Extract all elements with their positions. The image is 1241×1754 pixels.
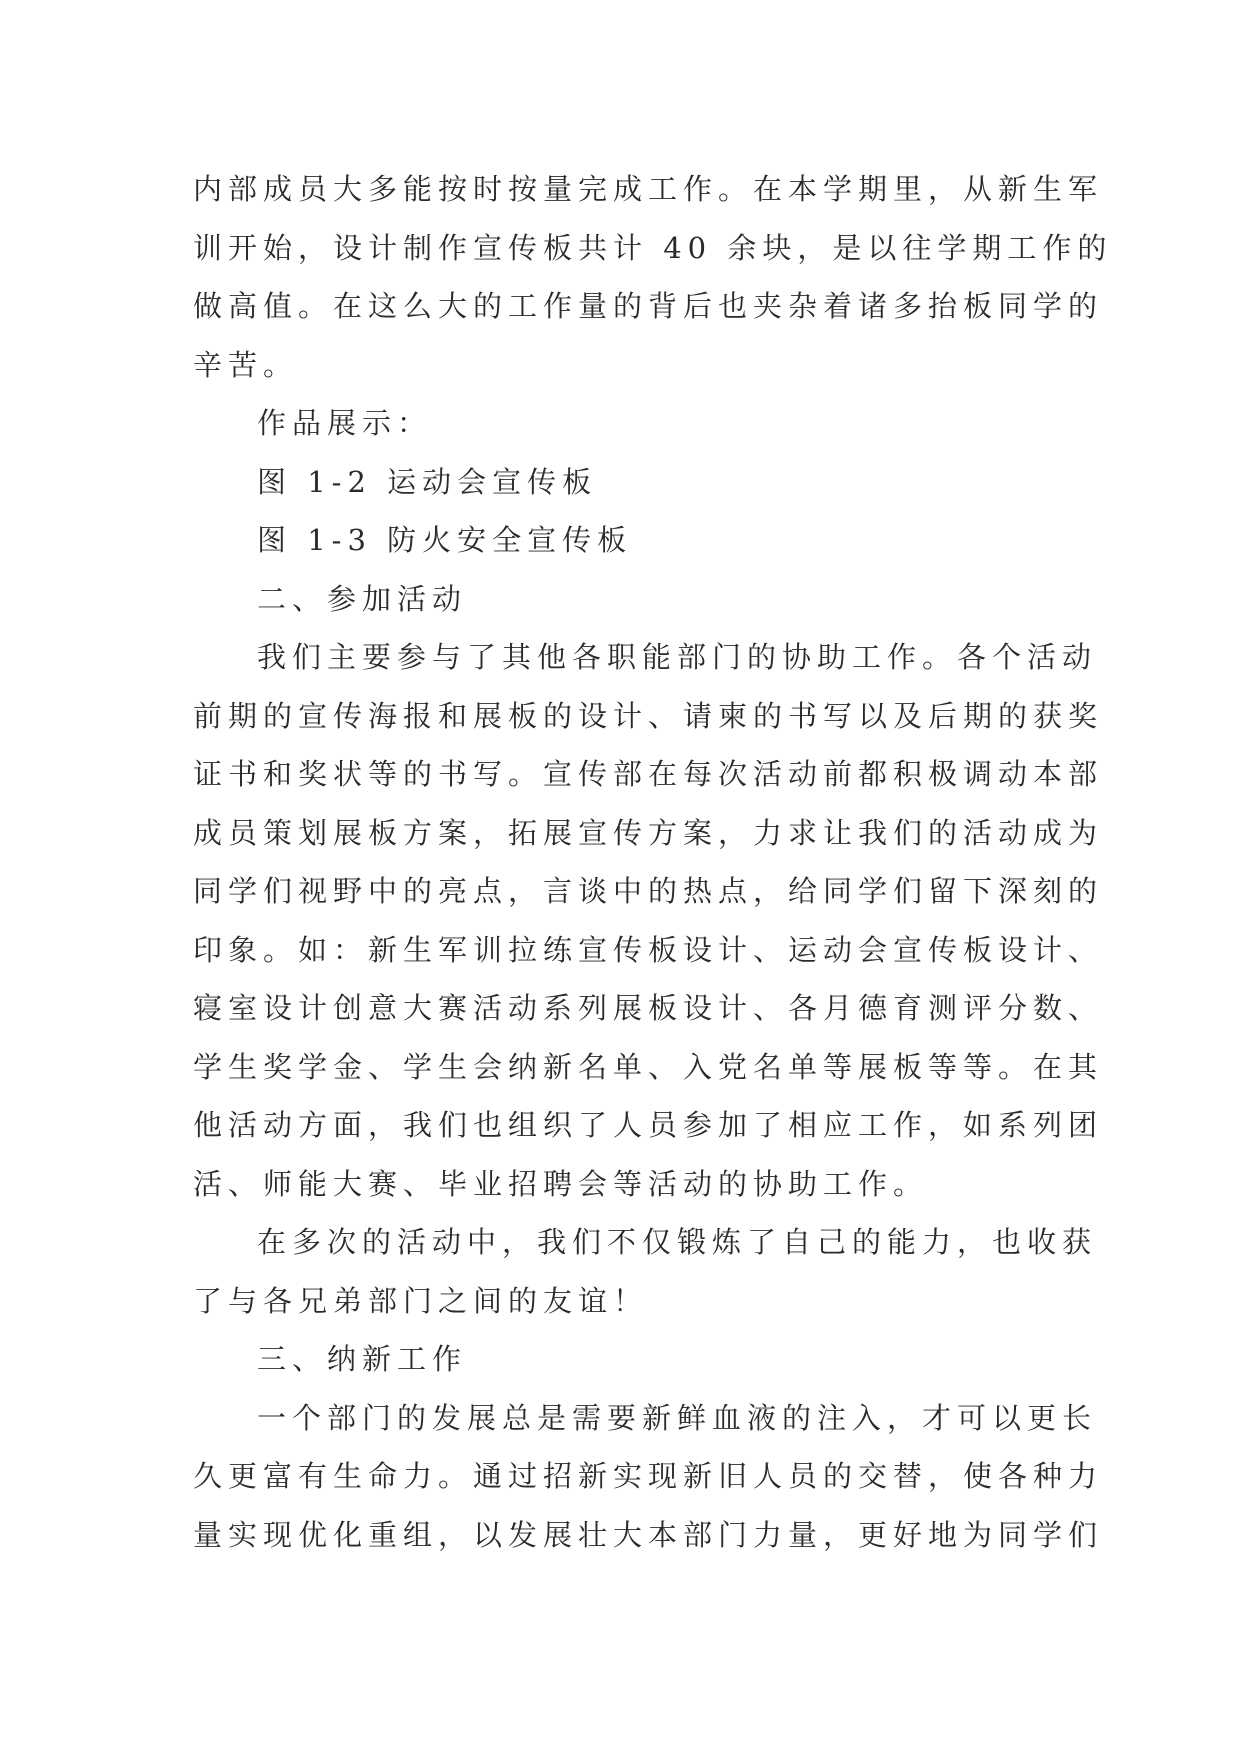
text-line: 量实现优化重组，以发展壮大本部门力量，更好地为同学们 (193, 1517, 1104, 1552)
text-line: 活、师能大赛、毕业招聘会等活动的协助工作。 (193, 1166, 929, 1201)
text-line: 印象。如：新生军训拉练宣传板设计、运动会宣传板设计、 (193, 932, 1104, 967)
section-heading: 三、纳新工作 (257, 1342, 468, 1376)
text-line: 做高值。在这么大的工作量的背后也夹杂着诸多抬板同学的 (193, 289, 1104, 323)
text-line: 我们主要参与了其他各职能部门的协助工作。各个活动 (257, 640, 1098, 674)
text-line: 训开始，设计制作宣传板共计 40 余块，是以往学期工作的 (193, 230, 1113, 265)
section-label: 作品展示： (257, 406, 433, 440)
figure-caption: 图 1-3 防火安全宣传板 (257, 523, 633, 557)
text-line: 前期的宣传海报和展板的设计、请柬的书写以及后期的获奖 (193, 698, 1104, 733)
text-line: 在多次的活动中，我们不仅锻炼了自己的能力，也收获 (257, 1225, 1098, 1259)
text-line: 成员策划展板方案，拓展宣传方案，力求让我们的活动成为 (193, 815, 1104, 850)
text-line: 了与各兄弟部门之间的友谊！ (193, 1283, 649, 1318)
text-line: 学生奖学金、学生会纳新名单、入党名单等展板等等。在其 (193, 1049, 1104, 1084)
figure-caption: 图 1-2 运动会宣传板 (257, 464, 598, 499)
section-heading: 二、参加活动 (257, 581, 468, 616)
document-body (193, 160, 1113, 1564)
text-line: 证书和奖状等的书写。宣传部在每次活动前都积极调动本部 (193, 757, 1104, 791)
text-line: 辛苦。 (193, 347, 299, 382)
text-line: 一个部门的发展总是需要新鲜血液的注入，才可以更长 (257, 1400, 1098, 1435)
text-line: 同学们视野中的亮点，言谈中的热点，给同学们留下深刻的 (193, 874, 1104, 908)
text-line: 寝室设计创意大赛活动系列展板设计、各月德育测评分数、 (193, 991, 1104, 1025)
text-line: 他活动方面，我们也组织了人员参加了相应工作，如系列团 (193, 1108, 1104, 1142)
text-line: 久更富有生命力。通过招新实现新旧人员的交替，使各种力 (193, 1459, 1104, 1493)
text-line: 内部成员大多能按时按量完成工作。在本学期里，从新生军 (193, 172, 1104, 206)
